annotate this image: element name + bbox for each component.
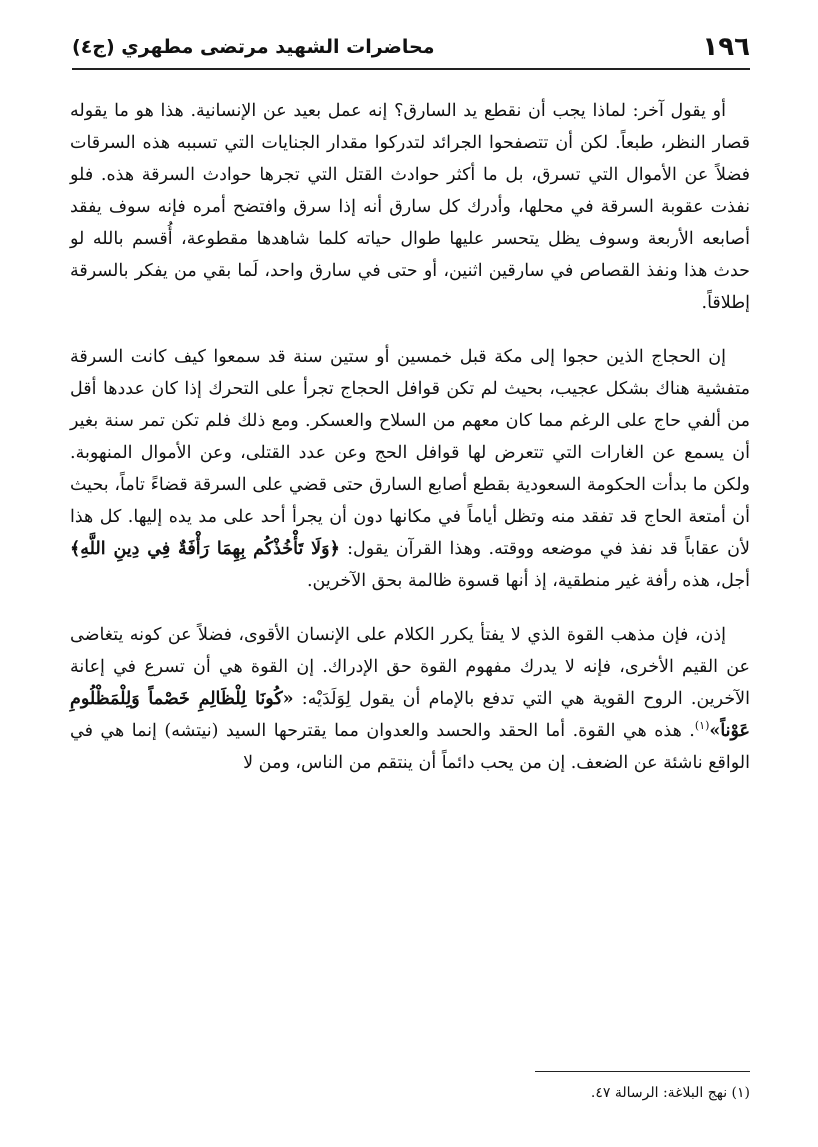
page-number: ١٩٦ bbox=[702, 32, 750, 62]
body-text bbox=[70, 95, 750, 779]
quran-quote: ﴿وَلَا تَأْخُذْكُم بِهِمَا رَأْفَةٌ فِي دِينِ اللَّهِ﴾ bbox=[70, 539, 340, 559]
paragraph-2 bbox=[70, 341, 750, 597]
paragraph-1: أو يقول آخر: لماذا يجب أن نقطع يد السارق؟ إنه عمل بعيد عن الإنسانية. هذا هو ما يقوله قصار النظر، طبعاً. لكن أن تتصفحوا الجرائد لتدركوا مقدار الجنايات التي تسببه هذه السرقات فضلاً عن الأموال التي تسرق، بل ما أكثر حوادث القتل التي تجرها حوادث السرقة هذه. فلو نفذت عقوبة السرقة في محلها، وأدرك كل سارق أنه إذا سرق وافتضح أمره فإنه سوف يفقد أصابعه الأربعة وسوف يظل يتحسر عليها طوال حياته كلما شاهدها مقطوعة، أُقسم بالله لو حدث هذا ونفذ القصاص في سارقين اثنين، أو حتى في سارق واحد، لَما بقي من يفكر بالسرقة إطلاقاً. bbox=[70, 101, 750, 313]
paragraph-2-text: إن الحجاج الذين حجوا إلى مكة قبل خمسين أو ستين سنة قد سمعوا كيف كانت السرقة متفشية هناك بشكل عجيب، بحيث لم تكن قوافل الحجاج تجرأ على التحرك إذا كان عددها أقل من ألفي حاج على الرغم مما كان معهم من السلاح والعسكر. ومع ذلك فلم تكن تمر سنة بغير أن يسمع عن الغارات التي تتعرض لها قوافل الحج وعن عدد القتلى، وعن الأموال المنهوبة. ولكن ما بدأت الحكومة السعودية بقطع أصابع السارق حتى قضي على السرقة قضاءً تاماً، بحيث أن أمتعة الحاج قد تفقد منه وتظل أياماً في مكانها دون أن يجرأ أحد على مد يده إليها. كل هذا لأن عقاباً قد نفذ في موضعه ووقته. وهذا القرآن يقول: bbox=[70, 347, 750, 559]
hadith-quote: «كُونَا لِلْظَالِمِ خَصْماً وَلِلْمَظْلُومِ عَوْناً» bbox=[70, 689, 750, 741]
footnote: (١) نهج البلاغة: الرسالة ٤٧. bbox=[590, 1085, 750, 1101]
running-title: محاضرات الشهيد مرتضى مطهري (ج٤) bbox=[72, 36, 435, 58]
header-rule bbox=[72, 68, 750, 70]
footnote-rule bbox=[535, 1071, 750, 1072]
footnote-reference: (١) bbox=[694, 719, 710, 733]
paragraph-3 bbox=[70, 619, 750, 779]
paragraph-3-continuation: . هذه هي القوة. أما الحقد والحسد والعدوان مما يقترحها السيد (نيتشه) إنما هي في الواقع ناشئة عن الضعف. إن من يحب دائماً أن ينتقم من الناس، ومن لا bbox=[70, 721, 750, 773]
page-header bbox=[72, 28, 750, 66]
paragraph-3-text: إذن، فإن مذهب القوة الذي لا يفتأ يكرر الكلام على الإنسان الأقوى، فضلاً عن كونه يتغاضى عن القيم الأخرى، فإنه لا يدرك مفهوم القوة حق الإدراك. إن القوة هي أن تسرع في إعانة الآخرين. الروح القوية هي التي تدفع بالإمام أن يقول لِوَلَدَيْه: bbox=[70, 625, 750, 709]
paragraph-2-continuation: أجل، هذه رأفة غير منطقية، إذ أنها قسوة ظالمة بحق الآخرين. bbox=[306, 571, 750, 591]
